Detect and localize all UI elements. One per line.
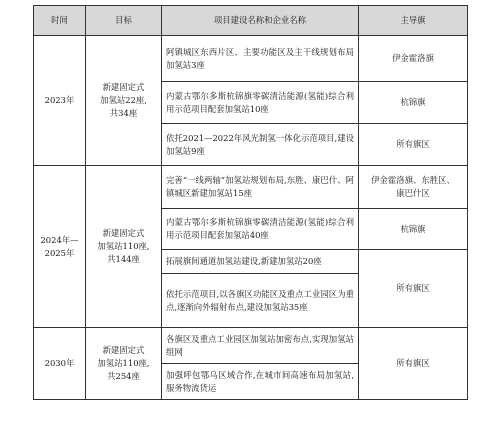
header-lead-banner: 主导旗 xyxy=(359,6,468,36)
project-cell: 阿镇城区东西片区、主要功能区及主干线规划布局加氢站3座 xyxy=(162,36,359,82)
lead-cell: 所有旗区 xyxy=(359,124,468,166)
goal-line: 新建固定式 xyxy=(102,82,145,92)
header-project: 项目建设名称和企业名称 xyxy=(162,6,359,36)
goal-line: 新建固定式 xyxy=(102,228,145,238)
goal-line: 加氢站110座, xyxy=(97,358,150,368)
lead-cell: 杭锦旗 xyxy=(359,82,468,124)
period-cell xyxy=(34,166,86,328)
project-cell: 拓展旗间通道加氢站建设,新建加氢站20座 xyxy=(162,250,359,274)
project-cell: 内蒙古鄂尔多斯杭锦旗零碳清洁能源(氢能)综合利用示范项目配套加氢站10座 xyxy=(162,82,359,124)
lead-cell: 伊金霍洛旗 xyxy=(359,36,468,82)
goal-cell xyxy=(86,36,162,166)
goal-cell xyxy=(86,328,162,400)
lead-cell: 杭锦旗 xyxy=(359,209,468,250)
period-cell: 2030年 xyxy=(34,328,86,400)
table-row xyxy=(34,166,468,209)
goal-line: 共144座 xyxy=(107,254,140,264)
lead-line: 康巴什区 xyxy=(396,188,430,198)
table-row xyxy=(34,36,468,82)
lead-cell: 所有旗区 xyxy=(359,328,468,400)
header-goal: 目标 xyxy=(86,6,162,36)
project-cell: 加强呼包鄂乌区域合作,在城市间高速布局加氢站,服务物流货运 xyxy=(162,364,359,400)
project-cell: 完善“一线两轴”加氢站规划布局,东胜、康巴什、阿镇城区新建加氢站15座 xyxy=(162,166,359,209)
project-cell: 内蒙古鄂尔多斯杭锦旗零碳清洁能源(氢能)综合利用示范项目配套加氢站40座 xyxy=(162,209,359,250)
header-time: 时间 xyxy=(34,6,86,36)
goal-line: 新建固定式 xyxy=(102,345,145,355)
table-row xyxy=(34,328,468,364)
goal-line: 加氢站22座, xyxy=(100,95,147,105)
lead-cell xyxy=(359,166,468,209)
lead-cell: 所有旗区 xyxy=(359,250,468,328)
period-line: 2025年 xyxy=(44,247,75,258)
project-cell: 依托示范项目,以各旗区功能区及重点工业园区为重点,逐渐向外辐射布点,建设加氢站35座 xyxy=(162,274,359,328)
goal-line: 共254座 xyxy=(107,371,140,381)
hydrogen-station-plan-table xyxy=(33,5,468,400)
project-cell: 依托2021—2022年风光制氢一体化示范项目,建设加氢站9座 xyxy=(162,124,359,166)
period-line: 2024年— xyxy=(40,234,79,245)
goal-cell xyxy=(86,166,162,328)
project-cell: 各旗区及重点工业园区加氢站加密布点,实现加氢站组网 xyxy=(162,328,359,364)
lead-line: 伊金霍洛旗、东胜区、 xyxy=(371,175,455,185)
period-cell: 2023年 xyxy=(34,36,86,166)
header-row xyxy=(34,6,468,36)
goal-line: 共34座 xyxy=(109,108,138,118)
goal-line: 加氢站110座, xyxy=(97,241,150,251)
